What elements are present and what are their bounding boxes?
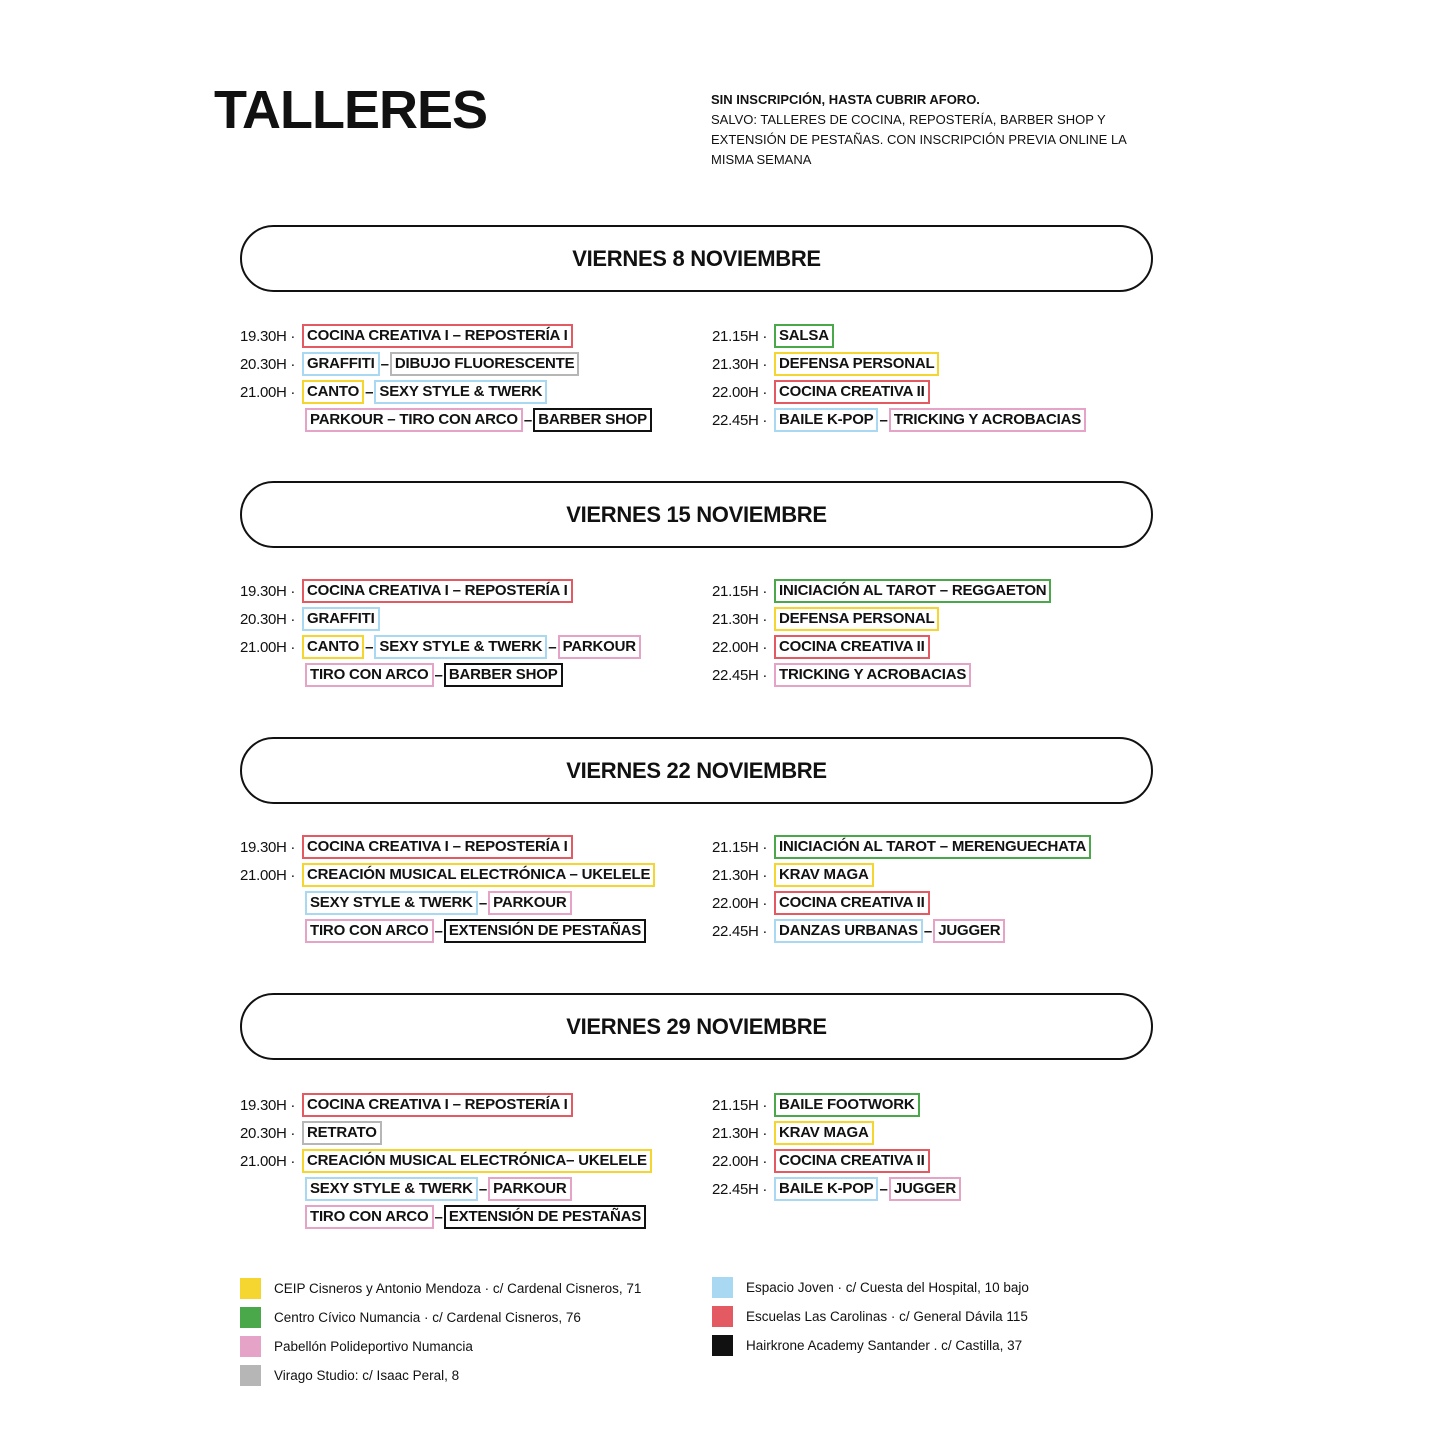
- legend-label: Hairkrone Academy Santander . c/ Castilla, 37: [746, 1338, 1023, 1353]
- legend-swatch: [712, 1277, 733, 1298]
- legend-label: CEIP Cisneros y Antonio Mendoza · c/ Cardenal Cisneros, 71: [274, 1281, 642, 1296]
- schedule-row: [712, 861, 1182, 889]
- day-4-right-column: [712, 1091, 1182, 1203]
- legend-left: [240, 1274, 641, 1390]
- legend-item: [240, 1361, 641, 1390]
- workshop-tag: SEXY STYLE & TWERK: [305, 1177, 478, 1201]
- schedule-row: [240, 633, 710, 661]
- schedule-row: [712, 350, 1182, 378]
- time-label: 21.15H ·: [712, 327, 768, 345]
- legend-item: [712, 1302, 1029, 1331]
- schedule-row: [712, 1091, 1182, 1119]
- tag-separator: –: [365, 383, 374, 401]
- schedule-row: [712, 1119, 1182, 1147]
- time-label: 22.00H ·: [712, 894, 768, 912]
- legend-label: Escuelas Las Carolinas · c/ General Dávila 115: [746, 1309, 1028, 1324]
- tag-separator: –: [478, 894, 488, 912]
- workshop-tag: CANTO: [302, 380, 364, 404]
- time-label: 19.30H ·: [240, 1096, 296, 1114]
- schedule-row: [712, 889, 1182, 917]
- time-label: 22.45H ·: [712, 666, 768, 684]
- schedule-row: [240, 861, 710, 889]
- day-2-left-column: [240, 577, 710, 689]
- legend-swatch: [240, 1336, 261, 1357]
- workshop-tag: COCINA CREATIVA I – REPOSTERÍA I: [302, 1093, 573, 1117]
- workshop-tag: TIRO CON ARCO: [305, 919, 434, 943]
- legend-swatch: [240, 1278, 261, 1299]
- time-label: 21.30H ·: [712, 1124, 768, 1142]
- schedule-row: [240, 1175, 710, 1203]
- time-label: 21.15H ·: [712, 582, 768, 600]
- tag-separator: –: [548, 638, 557, 656]
- workshop-tag: COCINA CREATIVA I – REPOSTERÍA I: [302, 579, 573, 603]
- workshop-tag: INICIACIÓN AL TAROT – REGGAETON: [774, 579, 1051, 603]
- time-label: 22.45H ·: [712, 1180, 768, 1198]
- workshop-tag: BAILE FOOTWORK: [774, 1093, 920, 1117]
- tag-separator: –: [434, 1208, 443, 1226]
- workshop-tag: SEXY STYLE & TWERK: [374, 380, 547, 404]
- schedule-row: [240, 577, 710, 605]
- workshop-tag: GRAFFITI: [302, 607, 380, 631]
- workshop-tag: DEFENSA PERSONAL: [774, 607, 939, 631]
- time-label: 21.15H ·: [712, 1096, 768, 1114]
- tag-separator: –: [434, 922, 443, 940]
- schedule-row: [240, 833, 710, 861]
- tag-separator: –: [523, 411, 533, 429]
- time-label: 20.30H ·: [240, 355, 296, 373]
- workshop-tag: CANTO: [302, 635, 364, 659]
- workshop-tag: TRICKING Y ACROBACIAS: [889, 408, 1086, 432]
- time-label: 22.00H ·: [712, 1152, 768, 1170]
- time-label: 21.30H ·: [712, 355, 768, 373]
- workshop-tag: TIRO CON ARCO: [305, 663, 434, 687]
- workshop-tag: PARKOUR – TIRO CON ARCO: [305, 408, 523, 432]
- day-header-2: VIERNES 15 NOVIEMBRE: [240, 481, 1153, 548]
- time-label: 22.45H ·: [712, 922, 768, 940]
- schedule-row: [240, 350, 710, 378]
- workshop-tag: COCINA CREATIVA II: [774, 891, 930, 915]
- workshop-tag: DANZAS URBANAS: [774, 919, 923, 943]
- day-4-left-column: [240, 1091, 710, 1231]
- time-label: 22.45H ·: [712, 411, 768, 429]
- workshop-tag: EXTENSIÓN DE PESTAÑAS: [444, 1205, 646, 1229]
- workshop-tag: COCINA CREATIVA II: [774, 635, 930, 659]
- legend-label: Pabellón Polideportivo Numancia: [274, 1339, 473, 1354]
- workshop-tag: PARKOUR: [558, 635, 641, 659]
- workshop-tag: INICIACIÓN AL TAROT – MERENGUECHATA: [774, 835, 1091, 859]
- legend-label: Virago Studio: c/ Isaac Peral, 8: [274, 1368, 460, 1383]
- workshop-tag: DIBUJO FLUORESCENTE: [390, 352, 580, 376]
- tag-separator: –: [380, 355, 389, 373]
- schedule-row: [712, 406, 1182, 434]
- workshop-tag: PARKOUR: [488, 891, 571, 915]
- day-3-right-column: [712, 833, 1182, 945]
- time-label: 21.15H ·: [712, 838, 768, 856]
- workshop-tag: TRICKING Y ACROBACIAS: [774, 663, 971, 687]
- legend-swatch: [240, 1307, 261, 1328]
- legend-item: [712, 1331, 1029, 1360]
- schedule-row: [712, 833, 1182, 861]
- schedule-row: [712, 577, 1182, 605]
- time-label: 21.00H ·: [240, 383, 296, 401]
- schedule-row: [712, 1147, 1182, 1175]
- time-label: 21.30H ·: [712, 866, 768, 884]
- time-label: 20.30H ·: [240, 1124, 296, 1142]
- schedule-row: [240, 1119, 710, 1147]
- legend-item: [240, 1303, 641, 1332]
- workshop-tag: SEXY STYLE & TWERK: [374, 635, 547, 659]
- registration-note: [711, 90, 1131, 170]
- schedule-row: [240, 1203, 710, 1231]
- tag-separator: –: [879, 1180, 888, 1198]
- workshop-tag: SEXY STYLE & TWERK: [305, 891, 478, 915]
- workshop-tag: COCINA CREATIVA II: [774, 1149, 930, 1173]
- workshop-tag: BAILE K-POP: [774, 408, 878, 432]
- schedule-row: [240, 661, 710, 689]
- tag-separator: –: [879, 411, 888, 429]
- time-label: 19.30H ·: [240, 838, 296, 856]
- page-title: TALLERES: [214, 80, 487, 140]
- day-1-left-column: [240, 322, 710, 434]
- tag-separator: –: [434, 666, 443, 684]
- note-headline: SIN INSCRIPCIÓN, HASTA CUBRIR AFORO.: [711, 92, 980, 107]
- day-header-4: VIERNES 29 NOVIEMBRE: [240, 993, 1153, 1060]
- workshop-tag: KRAV MAGA: [774, 1121, 874, 1145]
- workshop-tag: PARKOUR: [488, 1177, 571, 1201]
- tag-separator: –: [365, 638, 374, 656]
- workshop-tag: SALSA: [774, 324, 834, 348]
- tag-separator: –: [478, 1180, 488, 1198]
- legend-right: [712, 1273, 1029, 1360]
- day-3-left-column: [240, 833, 710, 945]
- time-label: 21.00H ·: [240, 866, 296, 884]
- schedule-row: [240, 406, 710, 434]
- legend-label: Espacio Joven · c/ Cuesta del Hospital, 10 bajo: [746, 1280, 1029, 1295]
- workshop-tag: KRAV MAGA: [774, 863, 874, 887]
- time-label: 21.00H ·: [240, 638, 296, 656]
- legend-item: [712, 1273, 1029, 1302]
- workshop-tag: CREACIÓN MUSICAL ELECTRÓNICA– UKELELE: [302, 1149, 652, 1173]
- schedule-row: [712, 917, 1182, 945]
- workshop-tag: BARBER SHOP: [444, 663, 563, 687]
- schedule-row: [712, 1175, 1182, 1203]
- schedule-row: [240, 889, 710, 917]
- day-header-3: VIERNES 22 NOVIEMBRE: [240, 737, 1153, 804]
- workshop-tag: EXTENSIÓN DE PESTAÑAS: [444, 919, 646, 943]
- workshop-tag: JUGGER: [889, 1177, 961, 1201]
- schedule-row: [712, 661, 1182, 689]
- time-label: 19.30H ·: [240, 582, 296, 600]
- workshop-tag: DEFENSA PERSONAL: [774, 352, 939, 376]
- schedule-row: [240, 605, 710, 633]
- schedule-row: [712, 322, 1182, 350]
- workshop-tag: COCINA CREATIVA I – REPOSTERÍA I: [302, 324, 573, 348]
- tag-separator: –: [923, 922, 933, 940]
- time-label: 21.00H ·: [240, 1152, 296, 1170]
- schedule-row: [240, 378, 710, 406]
- workshop-tag: COCINA CREATIVA II: [774, 380, 930, 404]
- legend-item: [240, 1332, 641, 1361]
- schedule-row: [712, 605, 1182, 633]
- schedule-row: [712, 633, 1182, 661]
- workshop-tag: JUGGER: [933, 919, 1005, 943]
- note-body: SALVO: TALLERES DE COCINA, REPOSTERÍA, BARBER SHOP Y EXTENSIÓN DE PESTAÑAS. CON INSCRIPCIÓN PREVIA ONLINE LA MISMA SEMANA: [711, 112, 1127, 167]
- workshop-tag: CREACIÓN MUSICAL ELECTRÓNICA – UKELELE: [302, 863, 655, 887]
- schedule-row: [240, 917, 710, 945]
- schedule-row: [240, 1091, 710, 1119]
- day-1-right-column: [712, 322, 1182, 434]
- legend-swatch: [712, 1306, 733, 1327]
- legend-swatch: [240, 1365, 261, 1386]
- legend-label: Centro Cívico Numancia · c/ Cardenal Cisneros, 76: [274, 1310, 581, 1325]
- workshop-tag: COCINA CREATIVA I – REPOSTERÍA I: [302, 835, 573, 859]
- workshop-tag: BAILE K-POP: [774, 1177, 878, 1201]
- schedule-row: [240, 322, 710, 350]
- time-label: 22.00H ·: [712, 383, 768, 401]
- legend-item: [240, 1274, 641, 1303]
- legend-swatch: [712, 1335, 733, 1356]
- workshop-tag: GRAFFITI: [302, 352, 380, 376]
- day-2-right-column: [712, 577, 1182, 689]
- workshop-tag: TIRO CON ARCO: [305, 1205, 434, 1229]
- day-header-1: VIERNES 8 NOVIEMBRE: [240, 225, 1153, 292]
- time-label: 22.00H ·: [712, 638, 768, 656]
- time-label: 21.30H ·: [712, 610, 768, 628]
- time-label: 19.30H ·: [240, 327, 296, 345]
- workshop-tag: RETRATO: [302, 1121, 382, 1145]
- schedule-row: [712, 378, 1182, 406]
- schedule-row: [240, 1147, 710, 1175]
- workshop-tag: BARBER SHOP: [533, 408, 652, 432]
- time-label: 20.30H ·: [240, 610, 296, 628]
